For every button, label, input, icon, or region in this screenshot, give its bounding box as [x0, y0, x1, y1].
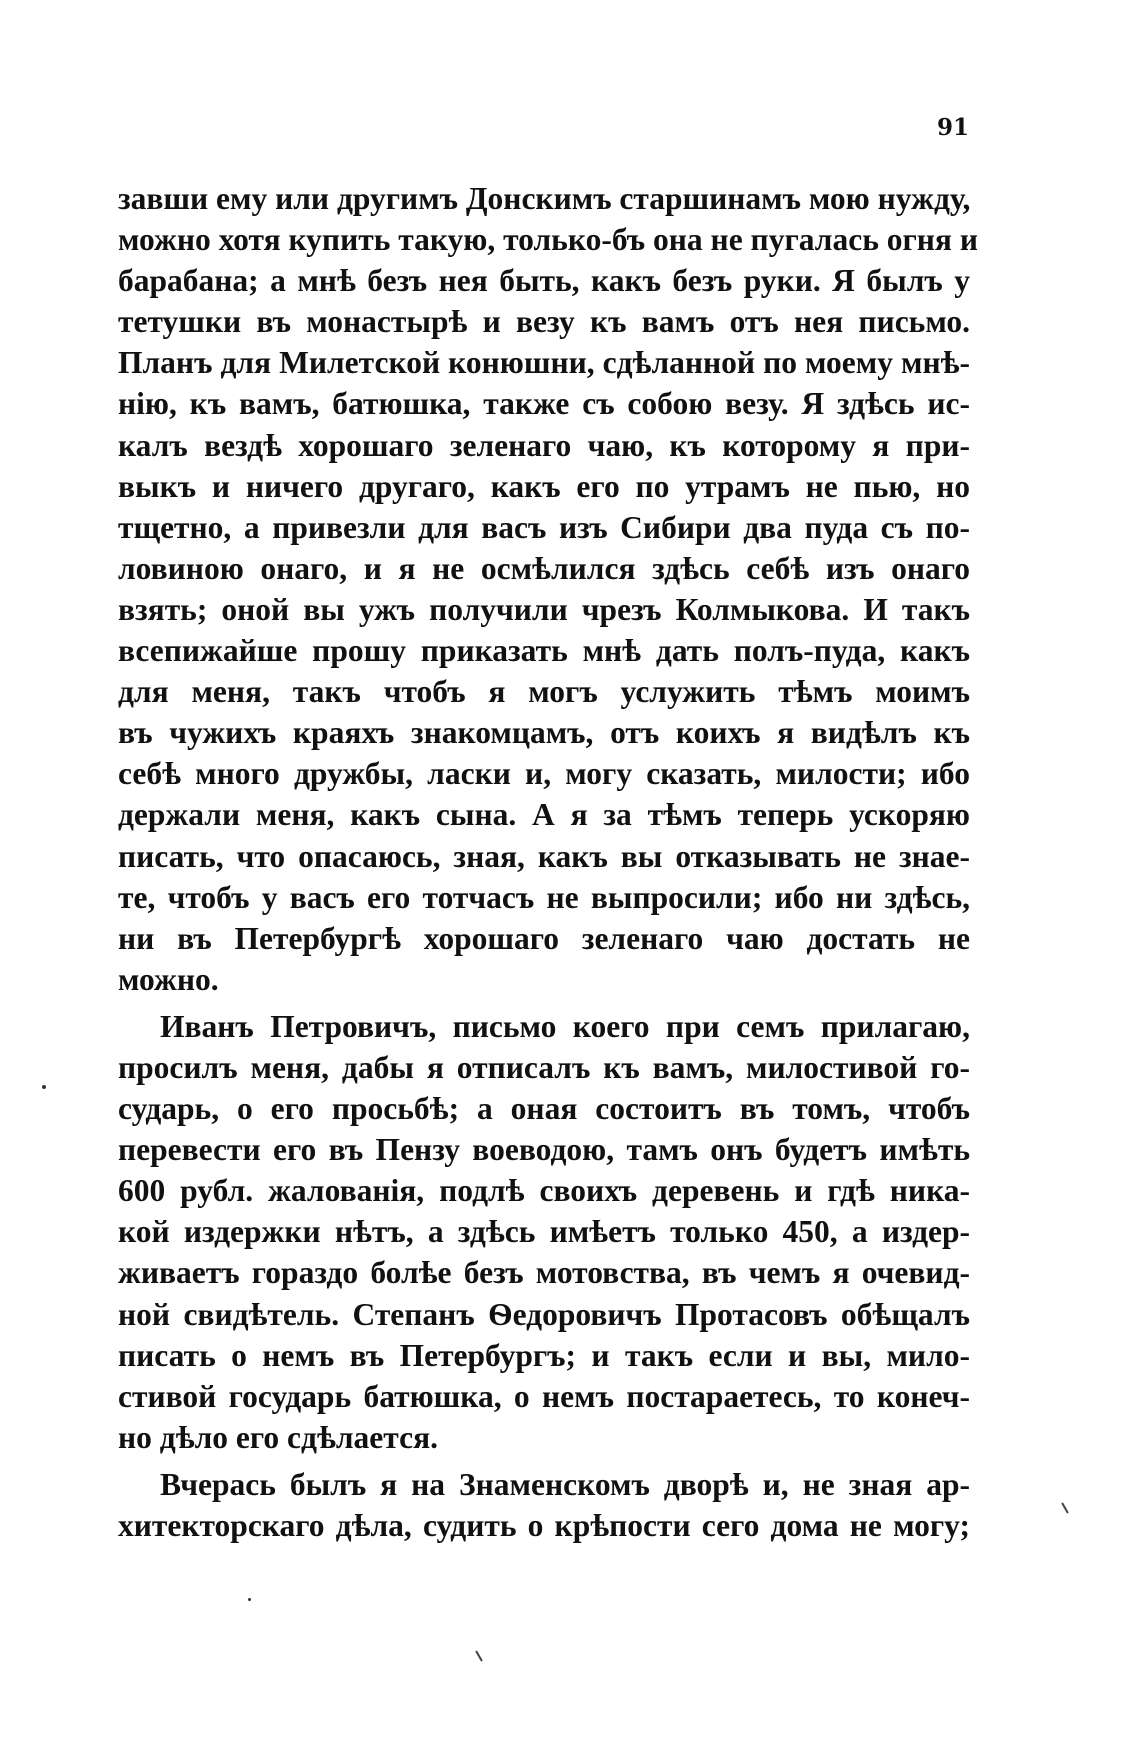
- body-text: [118, 178, 978, 1546]
- text-line: хитекторскаго дѣла, судить о крѣпости сего дома не могу;: [118, 1508, 970, 1543]
- print-speck: [475, 1650, 483, 1661]
- text-line: выкъ и ничего другаго, какъ его по утрамъ не пью, но: [118, 468, 970, 504]
- print-speck: [1061, 1502, 1069, 1513]
- print-speck: [248, 1598, 251, 1601]
- text-line: можно хотя купить такую, только-бъ она не пугалась огня и: [118, 222, 978, 258]
- text-line: себѣ много дружбы, ласки и, могу сказать, милости; ибо: [118, 756, 970, 792]
- text-line: нію, къ вамъ, батюшка, также съ собою везу. Я здѣсь ис-: [118, 386, 970, 422]
- text-line: всепижайше прошу приказать мнѣ дать полъ-пуда, какъ: [118, 633, 970, 669]
- paragraph: [118, 1006, 970, 1458]
- text-line: 600 рубл. жалованія, подлѣ своихъ деревень и гдѣ ника-: [118, 1173, 970, 1209]
- text-line: ловиною онаго, и я не осмѣлился здѣсь себѣ изъ онаго: [118, 550, 970, 586]
- text-line: можно.: [118, 961, 219, 997]
- text-line: кой издержки нѣтъ, а здѣсь имѣетъ только 450, а издер-: [118, 1214, 970, 1250]
- text-line: просилъ меня, дабы я отписалъ къ вамъ, милостивой го-: [118, 1049, 970, 1085]
- paragraph: [118, 178, 978, 1000]
- text-line: въ чужихъ краяхъ знакомцамъ, отъ коихъ я видѣлъ къ: [118, 715, 970, 751]
- text-line: перевести его въ Пензу воеводою, тамъ онъ будетъ имѣть: [118, 1132, 970, 1168]
- text-line: Иванъ Петровичъ, письмо коего при семъ прилагаю,: [160, 1008, 970, 1044]
- print-speck: [42, 1085, 46, 1089]
- text-line: барабана; а мнѣ безъ нея быть, какъ безъ руки. Я былъ у: [118, 263, 970, 299]
- text-line: тетушки въ монастырѣ и везу къ вамъ отъ нея письмо.: [118, 304, 970, 340]
- text-line: писать, что опасаюсь, зная, какъ вы отказывать не знае-: [118, 838, 970, 874]
- text-line: взять; оной вы ужъ получили чрезъ Колмыкова. И такъ: [118, 591, 970, 627]
- paragraph: [118, 1464, 970, 1546]
- text-line: но дѣло его сдѣлается.: [118, 1419, 439, 1455]
- text-line: Вчерась былъ я на Знаменскомъ дворѣ и, не зная ар-: [160, 1466, 970, 1502]
- text-line: ной свидѣтель. Степанъ Ѳедоровичъ Протасовъ обѣщалъ: [118, 1296, 970, 1332]
- text-line: писать о немъ въ Петербургъ; и такъ если и вы, мило-: [118, 1337, 970, 1373]
- text-line: Планъ для Милетской конюшни, сдѣланной по моему мнѣ-: [118, 345, 970, 381]
- text-line: тщетно, а привезли для васъ изъ Сибири два пуда съ по-: [118, 509, 970, 545]
- text-line: завши ему или другимъ Донскимъ старшинамъ мою нужду,: [118, 181, 971, 216]
- text-line: держали меня, какъ сына. А я за тѣмъ теперь ускоряю: [118, 797, 970, 833]
- text-line: ни въ Петербургѣ хорошаго зеленаго чаю достать не: [118, 920, 970, 956]
- text-line: для меня, такъ чтобъ я могъ услужить тѣмъ моимъ: [118, 674, 970, 710]
- page-number: 91: [937, 114, 970, 141]
- text-line: калъ вездѣ хорошаго зеленаго чаю, къ которому я при-: [118, 427, 970, 463]
- text-line: живаетъ гораздо болѣе безъ мотовства, въ чемъ я очевид-: [118, 1255, 970, 1291]
- text-line: стивой государь батюшка, о немъ постараетесь, то конеч-: [118, 1378, 970, 1414]
- text-line: сударь, о его просьбѣ; а оная состоитъ въ томъ, чтобъ: [118, 1091, 970, 1127]
- text-line: те, чтобъ у васъ его тотчасъ не выпросили; ибо ни здѣсь,: [118, 879, 970, 915]
